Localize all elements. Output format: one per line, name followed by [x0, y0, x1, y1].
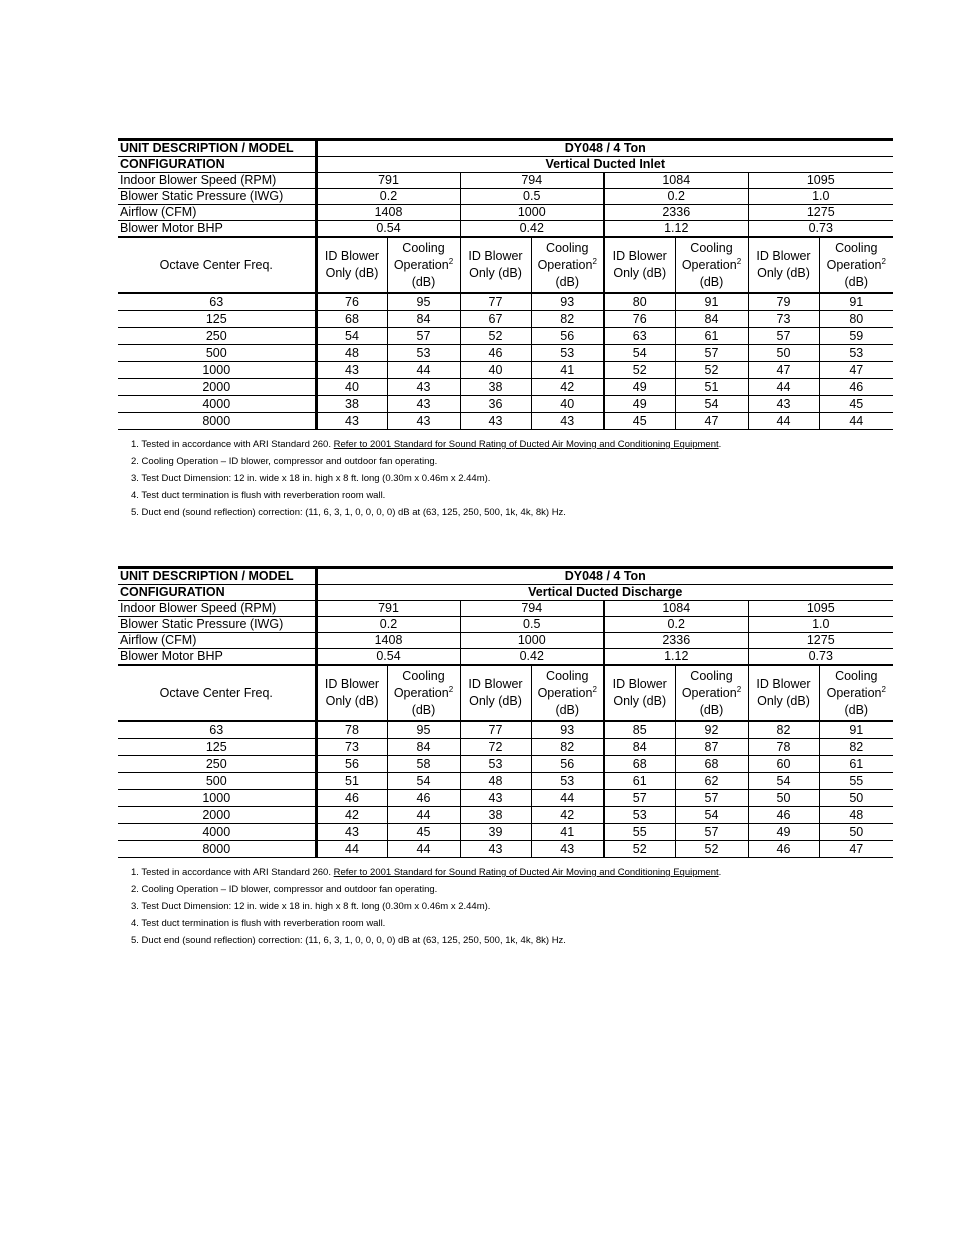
db-value: 46	[748, 807, 819, 824]
col-header-id-blower: ID Blower Only (dB)	[604, 665, 675, 721]
db-value: 53	[387, 345, 460, 362]
col-header-cooling: Cooling Operation$^2$ (dB)	[387, 237, 460, 293]
footnotes	[131, 864, 893, 949]
table-row	[118, 379, 893, 396]
db-value: 95	[387, 293, 460, 311]
db-value: 43	[387, 413, 460, 430]
db-value: 44	[387, 807, 460, 824]
spec-row-value: 1.0	[748, 189, 893, 205]
db-value: 46	[387, 790, 460, 807]
db-value: 45	[604, 413, 675, 430]
db-value: 42	[531, 379, 604, 396]
table-row	[118, 721, 893, 739]
db-value: 50	[819, 790, 893, 807]
db-value: 60	[748, 756, 819, 773]
note-3: 3. Test Duct Dimension: 12 in. wide x 18 in. high x 8 ft. long (0.30m x 0.46m x 2.44m).	[131, 473, 491, 484]
spec-row-value: 1084	[604, 173, 748, 189]
spec-row-label: Blower Motor BHP	[118, 649, 316, 666]
spec-row-value: 791	[316, 601, 460, 617]
note-2: 2. Cooling Operation – ID blower, compressor and outdoor fan operating.	[131, 884, 438, 895]
db-value: 48	[460, 773, 531, 790]
db-value: 53	[604, 807, 675, 824]
spec-row-value: 0.2	[604, 617, 748, 633]
db-value: 45	[819, 396, 893, 413]
db-value: 57	[748, 328, 819, 345]
db-value: 85	[604, 721, 675, 739]
db-value: 78	[316, 721, 387, 739]
col-header-id-blower: ID Blower Only (dB)	[316, 237, 387, 293]
db-value: 39	[460, 824, 531, 841]
sound-table-inlet	[118, 138, 893, 521]
model-value: DY048 / 4 Ton	[316, 568, 893, 585]
sound-table-discharge	[118, 566, 893, 949]
db-value: 43	[460, 790, 531, 807]
db-value: 82	[531, 739, 604, 756]
db-value: 52	[675, 841, 748, 858]
db-value: 38	[316, 396, 387, 413]
db-value: 49	[748, 824, 819, 841]
db-value: 55	[819, 773, 893, 790]
db-value: 47	[675, 413, 748, 430]
col-header-cooling: Cooling Operation$^2$ (dB)	[387, 665, 460, 721]
db-value: 42	[531, 807, 604, 824]
db-value: 47	[748, 362, 819, 379]
db-value: 58	[387, 756, 460, 773]
table-row	[118, 807, 893, 824]
db-value: 56	[531, 756, 604, 773]
db-value: 57	[675, 824, 748, 841]
spec-row-value: 794	[460, 601, 604, 617]
db-value: 41	[531, 362, 604, 379]
table-row	[118, 841, 893, 858]
db-value: 43	[316, 413, 387, 430]
db-value: 91	[675, 293, 748, 311]
db-value: 84	[604, 739, 675, 756]
db-value: 91	[819, 721, 893, 739]
db-value: 91	[819, 293, 893, 311]
spec-row-value: 1.12	[604, 649, 748, 666]
octave-frequency: 125	[118, 739, 316, 756]
spec-row-value: 0.54	[316, 221, 460, 238]
db-value: 53	[460, 756, 531, 773]
db-value: 57	[604, 790, 675, 807]
spec-row-value: 794	[460, 173, 604, 189]
db-value: 82	[748, 721, 819, 739]
db-value: 43	[316, 824, 387, 841]
table-row	[118, 739, 893, 756]
db-value: 57	[675, 790, 748, 807]
db-value: 44	[748, 413, 819, 430]
spec-row-value: 1095	[748, 601, 893, 617]
db-value: 84	[675, 311, 748, 328]
db-value: 48	[316, 345, 387, 362]
octave-frequency: 500	[118, 773, 316, 790]
octave-label: Octave Center Freq.	[118, 665, 316, 721]
col-header-id-blower: ID Blower Only (dB)	[460, 237, 531, 293]
db-value: 54	[675, 807, 748, 824]
note-4: 4. Test duct termination is flush with reverberation room wall.	[131, 490, 386, 501]
db-value: 40	[531, 396, 604, 413]
db-value: 40	[316, 379, 387, 396]
db-value: 38	[460, 379, 531, 396]
octave-frequency: 500	[118, 345, 316, 362]
octave-frequency: 250	[118, 756, 316, 773]
db-value: 67	[460, 311, 531, 328]
db-value: 43	[460, 413, 531, 430]
note-3: 3. Test Duct Dimension: 12 in. wide x 18 in. high x 8 ft. long (0.30m x 0.46m x 2.44m).	[131, 901, 491, 912]
spec-row-value: 0.2	[604, 189, 748, 205]
db-value: 73	[316, 739, 387, 756]
col-header-id-blower: ID Blower Only (dB)	[748, 665, 819, 721]
db-value: 43	[316, 362, 387, 379]
db-value: 51	[675, 379, 748, 396]
spec-row-value: 1408	[316, 205, 460, 221]
db-value: 61	[604, 773, 675, 790]
model-label: UNIT DESCRIPTION / MODEL	[118, 140, 316, 157]
note-4: 4. Test duct termination is flush with reverberation room wall.	[131, 918, 386, 929]
db-value: 59	[819, 328, 893, 345]
config-value: Vertical Ducted Discharge	[316, 585, 893, 601]
octave-frequency: 250	[118, 328, 316, 345]
db-value: 61	[675, 328, 748, 345]
spec-row-value: 1000	[460, 633, 604, 649]
db-value: 43	[387, 396, 460, 413]
db-value: 57	[675, 345, 748, 362]
col-header-cooling: Cooling Operation$^2$ (dB)	[675, 237, 748, 293]
db-value: 68	[316, 311, 387, 328]
spec-row-label: Airflow (CFM)	[118, 205, 316, 221]
db-value: 77	[460, 721, 531, 739]
db-value: 43	[748, 396, 819, 413]
table-row	[118, 362, 893, 379]
db-value: 53	[819, 345, 893, 362]
octave-frequency: 63	[118, 293, 316, 311]
sound-data-table	[118, 566, 893, 858]
spec-row-value: 1275	[748, 205, 893, 221]
spec-row-value: 1000	[460, 205, 604, 221]
db-value: 38	[460, 807, 531, 824]
db-value: 61	[819, 756, 893, 773]
db-value: 62	[675, 773, 748, 790]
spec-row-value: 0.42	[460, 221, 604, 238]
col-header-cooling: Cooling Operation$^2$ (dB)	[531, 237, 604, 293]
spec-row-value: 1.0	[748, 617, 893, 633]
db-value: 82	[819, 739, 893, 756]
db-value: 77	[460, 293, 531, 311]
db-value: 47	[819, 362, 893, 379]
db-value: 84	[387, 739, 460, 756]
db-value: 41	[531, 824, 604, 841]
db-value: 44	[387, 362, 460, 379]
config-value: Vertical Ducted Inlet	[316, 157, 893, 173]
db-value: 45	[387, 824, 460, 841]
note-1: 1. Tested in accordance with ARI Standard 260. Refer to 2001 Standard for Sound Rating of Ducted Air Moving and Conditioning Equipment.	[131, 439, 722, 450]
db-value: 44	[531, 790, 604, 807]
spec-row-value: 0.2	[316, 617, 460, 633]
db-value: 53	[531, 773, 604, 790]
db-value: 68	[604, 756, 675, 773]
db-value: 49	[604, 396, 675, 413]
spec-row-value: 1408	[316, 633, 460, 649]
octave-label: Octave Center Freq.	[118, 237, 316, 293]
spec-row-value: 0.42	[460, 649, 604, 666]
db-value: 56	[316, 756, 387, 773]
footnotes	[131, 436, 893, 521]
config-label: CONFIGURATION	[118, 585, 316, 601]
db-value: 50	[819, 824, 893, 841]
db-value: 93	[531, 293, 604, 311]
table-row	[118, 773, 893, 790]
db-value: 47	[819, 841, 893, 858]
spec-row-value: 0.73	[748, 649, 893, 666]
col-header-id-blower: ID Blower Only (dB)	[460, 665, 531, 721]
octave-frequency: 125	[118, 311, 316, 328]
config-label: CONFIGURATION	[118, 157, 316, 173]
db-value: 55	[604, 824, 675, 841]
db-value: 82	[531, 311, 604, 328]
db-value: 51	[316, 773, 387, 790]
col-header-cooling: Cooling Operation$^2$ (dB)	[531, 665, 604, 721]
spec-row-value: 0.54	[316, 649, 460, 666]
db-value: 54	[675, 396, 748, 413]
octave-frequency: 4000	[118, 396, 316, 413]
db-value: 46	[316, 790, 387, 807]
octave-frequency: 8000	[118, 413, 316, 430]
table-row	[118, 790, 893, 807]
spec-row-value: 2336	[604, 633, 748, 649]
db-value: 72	[460, 739, 531, 756]
db-value: 49	[604, 379, 675, 396]
db-value: 84	[387, 311, 460, 328]
table-row	[118, 824, 893, 841]
db-value: 56	[531, 328, 604, 345]
db-value: 76	[604, 311, 675, 328]
db-value: 52	[460, 328, 531, 345]
db-value: 46	[819, 379, 893, 396]
db-value: 54	[604, 345, 675, 362]
db-value: 78	[748, 739, 819, 756]
spec-row-label: Blower Static Pressure (IWG)	[118, 189, 316, 205]
spec-row-value: 0.2	[316, 189, 460, 205]
db-value: 43	[531, 413, 604, 430]
octave-frequency: 63	[118, 721, 316, 739]
db-value: 42	[316, 807, 387, 824]
db-value: 95	[387, 721, 460, 739]
db-value: 80	[604, 293, 675, 311]
octave-frequency: 2000	[118, 379, 316, 396]
octave-frequency: 4000	[118, 824, 316, 841]
col-header-id-blower: ID Blower Only (dB)	[316, 665, 387, 721]
db-value: 44	[316, 841, 387, 858]
spec-row-label: Blower Static Pressure (IWG)	[118, 617, 316, 633]
db-value: 52	[604, 362, 675, 379]
db-value: 87	[675, 739, 748, 756]
note-5: 5. Duct end (sound reflection) correction: (11, 6, 3, 1, 0, 0, 0, 0) dB at (63, 125, 250, 500, 1k, 4k, 8k) Hz.	[131, 935, 566, 946]
db-value: 44	[387, 841, 460, 858]
db-value: 48	[819, 807, 893, 824]
spec-row-value: 791	[316, 173, 460, 189]
spec-row-value: 0.73	[748, 221, 893, 238]
spec-row-value: 0.5	[460, 617, 604, 633]
table-row	[118, 311, 893, 328]
octave-frequency: 8000	[118, 841, 316, 858]
db-value: 50	[748, 790, 819, 807]
db-value: 54	[748, 773, 819, 790]
spec-row-label: Airflow (CFM)	[118, 633, 316, 649]
db-value: 36	[460, 396, 531, 413]
db-value: 43	[387, 379, 460, 396]
col-header-id-blower: ID Blower Only (dB)	[604, 237, 675, 293]
db-value: 44	[819, 413, 893, 430]
db-value: 80	[819, 311, 893, 328]
table-row	[118, 396, 893, 413]
db-value: 54	[387, 773, 460, 790]
octave-frequency: 1000	[118, 790, 316, 807]
spec-row-value: 1095	[748, 173, 893, 189]
db-value: 57	[387, 328, 460, 345]
spec-row-value: 0.5	[460, 189, 604, 205]
octave-frequency: 1000	[118, 362, 316, 379]
db-value: 52	[604, 841, 675, 858]
db-value: 52	[675, 362, 748, 379]
table-row	[118, 345, 893, 362]
db-value: 73	[748, 311, 819, 328]
table-row	[118, 756, 893, 773]
col-header-cooling: Cooling Operation$^2$ (dB)	[675, 665, 748, 721]
db-value: 44	[748, 379, 819, 396]
sound-data-table	[118, 138, 893, 430]
db-value: 68	[675, 756, 748, 773]
db-value: 79	[748, 293, 819, 311]
db-value: 43	[460, 841, 531, 858]
table-row	[118, 328, 893, 345]
db-value: 63	[604, 328, 675, 345]
db-value: 46	[748, 841, 819, 858]
db-value: 50	[748, 345, 819, 362]
model-value: DY048 / 4 Ton	[316, 140, 893, 157]
note-2: 2. Cooling Operation – ID blower, compressor and outdoor fan operating.	[131, 456, 438, 467]
db-value: 53	[531, 345, 604, 362]
spec-row-value: 2336	[604, 205, 748, 221]
spec-row-label: Indoor Blower Speed (RPM)	[118, 173, 316, 189]
octave-frequency: 2000	[118, 807, 316, 824]
table-row	[118, 293, 893, 311]
spec-row-value: 1084	[604, 601, 748, 617]
note-1: 1. Tested in accordance with ARI Standard 260. Refer to 2001 Standard for Sound Rating of Ducted Air Moving and Conditioning Equipment.	[131, 867, 722, 878]
db-value: 76	[316, 293, 387, 311]
spec-row-label: Blower Motor BHP	[118, 221, 316, 238]
db-value: 46	[460, 345, 531, 362]
spec-row-value: 1275	[748, 633, 893, 649]
model-label: UNIT DESCRIPTION / MODEL	[118, 568, 316, 585]
spec-row-label: Indoor Blower Speed (RPM)	[118, 601, 316, 617]
db-value: 93	[531, 721, 604, 739]
col-header-id-blower: ID Blower Only (dB)	[748, 237, 819, 293]
db-value: 43	[531, 841, 604, 858]
note-5: 5. Duct end (sound reflection) correction: (11, 6, 3, 1, 0, 0, 0, 0) dB at (63, 125, 250, 500, 1k, 4k, 8k) Hz.	[131, 507, 566, 518]
table-row	[118, 413, 893, 430]
db-value: 40	[460, 362, 531, 379]
col-header-cooling: Cooling Operation$^2$ (dB)	[819, 665, 893, 721]
db-value: 92	[675, 721, 748, 739]
col-header-cooling: Cooling Operation$^2$ (dB)	[819, 237, 893, 293]
db-value: 54	[316, 328, 387, 345]
spec-row-value: 1.12	[604, 221, 748, 238]
